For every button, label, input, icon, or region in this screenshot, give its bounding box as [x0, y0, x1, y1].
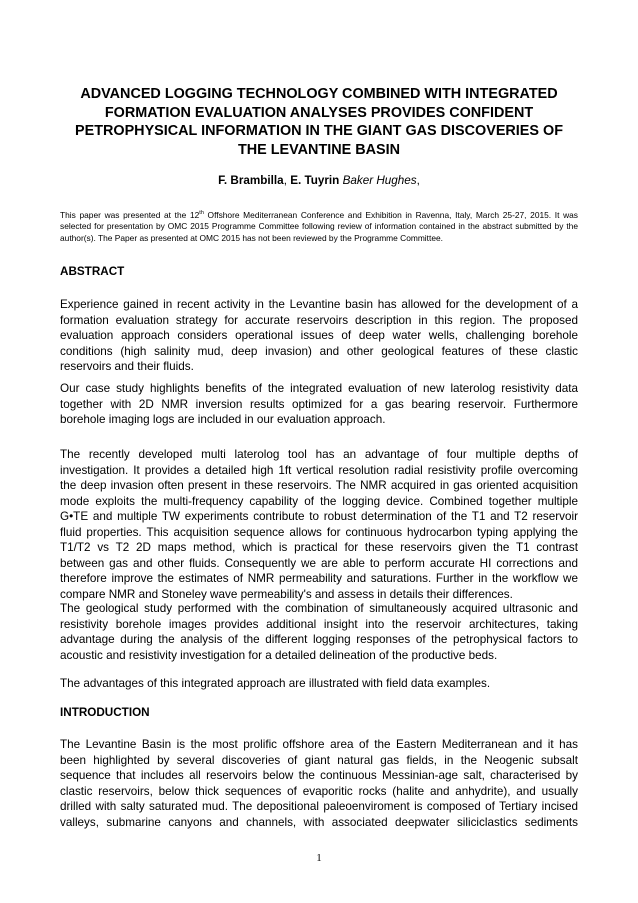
text-line: The advantages of this integrated approach are illustrated with field data examples.	[60, 677, 491, 690]
author-line	[60, 173, 578, 188]
text-line: advantage during the analysis of the different logging responses of the petrophysical factors to	[60, 633, 578, 646]
note-text: This paper was presented at the 12	[60, 210, 200, 220]
text-line: resistivity borehole images provides additional insight into the reservoir architectures, taking	[60, 617, 578, 631]
author-name: E. Tuyrin	[290, 174, 340, 187]
text-line: therefore improve the estimates of NMR permeability and saturations. Further in the workflow we	[60, 572, 578, 585]
introduction-heading: INTRODUCTION	[60, 706, 150, 719]
title-line: ADVANCED LOGGING TECHNOLOGY COMBINED WITH INTEGRATED	[80, 86, 558, 102]
text-line: sequence that includes all reservoirs below the continuous Messinian-age salt, characterised by	[60, 769, 578, 782]
title-line: THE LEVANTINE BASIN	[237, 141, 401, 158]
text-line: the deep invasion often present in these reservoirs. The NMR acquired in gas oriented acquisition	[60, 479, 578, 492]
author-tail: ,	[416, 174, 420, 187]
text-line: valleys, submarine canyons and channels, with associated deepwater siliciclastics sediments	[60, 815, 578, 829]
paper-title	[60, 85, 578, 159]
text-line: been highlighted by several discoveries of giant natural gas fields, in the Neogenic subsalt	[60, 753, 578, 767]
author-affiliation: Baker Hughes	[342, 174, 417, 187]
title-line: PETROPHYSICAL INFORMATION IN THE GIANT GAS DISCOVERIES OF	[75, 123, 563, 139]
text-line: compare NMR and Stoneley wave permeability's and assess in details their differences.	[60, 587, 513, 601]
text-line: together with 2D NMR inversion results optimized for a gas bearing reservoir. Furthermore	[60, 397, 578, 411]
paper-page	[60, 0, 578, 903]
text-line: conditions (high salinity mud, deep invasion) and other geological features of these clastic	[60, 344, 578, 358]
text-line: reservoirs and their fluids.	[60, 360, 194, 373]
text-line: The geological study performed with the combination of simultaneously acquired ultrasonic and	[60, 602, 578, 615]
text-line: Our case study highlights benefits of the integrated evaluation of new laterolog resistivity data	[60, 382, 578, 395]
text-line: evaluation approach considers operational issues of deep water wells, challenging borehole	[60, 329, 578, 342]
text-line: The recently developed multi laterolog tool has an advantage of four multiple depths of	[60, 448, 578, 461]
text-line: acoustic and resistivity investigation for a detailed delineation of the productive beds.	[60, 648, 498, 662]
page-number: 1	[316, 852, 322, 864]
text-line: clastic reservoirs, below thick sequences of evaporitic rocks (halite and anhydrite), and usually	[60, 784, 578, 798]
text-line: G•TE and multiple TW experiments contribute to robust determination of the T1 and T2 reservoir	[60, 510, 578, 523]
author-separator: ,	[283, 174, 291, 187]
text-line: drilled with salty saturated mud. The depositional paleoenviroment is composed of Tertiary incised	[60, 800, 578, 813]
text-line: T1/T2 vs T2 2D maps method, which is practical for these reservoirs given the T1 contrast	[60, 541, 578, 554]
author-name: F. Brambilla	[218, 174, 284, 187]
abstract-paragraph	[60, 676, 578, 692]
introduction-paragraph	[60, 737, 578, 830]
abstract-paragraph	[60, 297, 578, 375]
text-line: Experience gained in recent activity in the Levantine basin has allowed for the development of a	[60, 298, 578, 311]
text-line: investigation. It provides a detailed high 1ft vertical resolution radial resistivity profile overcoming	[60, 463, 578, 477]
note-text: Offshore Mediterranean Conference and Exhibition in Ravenna, Italy, March 25-27, 2015. It was selected for presentation by OMC 2015 Programme Committee following review of information contained in the abstract submitted by the author(s). The Paper as presented at OMC 2015 has not been reviewed by the Programme Committee.	[60, 210, 578, 243]
text-line: between gas and other fluids. Consequently we are able to perform accurate HI corrections and	[60, 556, 578, 570]
text-line: The Levantine Basin is the most prolific offshore area of the Eastern Mediterranean and it has	[60, 738, 578, 751]
text-line: formation evaluation strategy for accurate reservoirs description in this region. The proposed	[60, 313, 578, 327]
text-line: mode exploits the multi-frequency capability of the logging device. Combined together multiple	[60, 494, 578, 508]
conference-note	[60, 210, 578, 244]
abstract-paragraph	[60, 447, 578, 602]
abstract-paragraph	[60, 601, 578, 663]
title-line: FORMATION EVALUATION ANALYSES PROVIDES CONFIDENT	[104, 104, 534, 121]
text-line: borehole imaging logs are included in our evaluation approach.	[60, 413, 386, 426]
note-superscript: th	[199, 210, 204, 217]
abstract-heading: ABSTRACT	[60, 265, 125, 278]
abstract-paragraph	[60, 381, 578, 428]
text-line: fluid properties. This acquisition sequence allows for continuous hydrocarbon typing applying the	[60, 525, 578, 539]
